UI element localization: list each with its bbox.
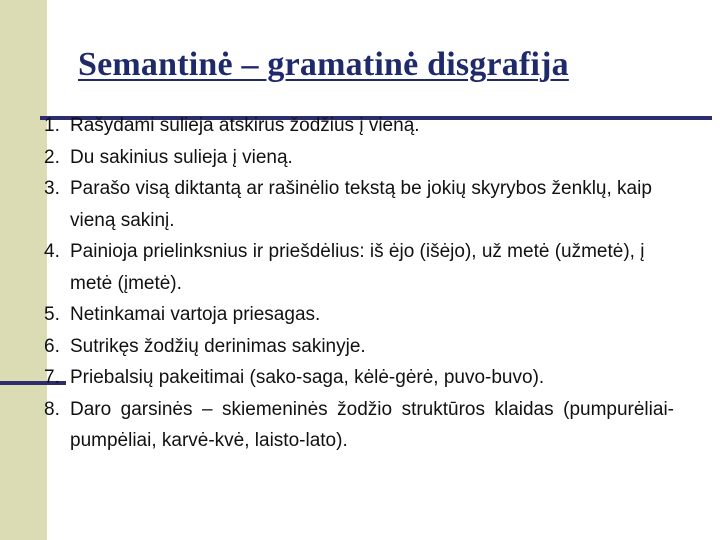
- item-number: 4.: [44, 241, 60, 262]
- item-text: Sutrikęs žodžių derinimas sakinyje.: [70, 335, 366, 357]
- item-number: 3.: [44, 178, 60, 199]
- side-bar-decoration: [0, 0, 47, 540]
- item-number: 8.: [44, 398, 60, 420]
- item-text: Daro garsinės – skiemeninės žodžio struktūros klaidas (pumpurėliai-pumpėliai, karvė-kvė, laisto-lato).: [70, 398, 674, 451]
- list-item: [44, 394, 674, 457]
- item-text: Rašydami sulieja atskirus žodžius į vieną.: [70, 115, 420, 136]
- list-item: [44, 236, 674, 299]
- item-number: 2.: [44, 146, 60, 168]
- item-text: Parašo visą diktantą ar rašinėlio tekstą be jokių skyrybos ženklų, kaip vieną sakinį.: [70, 178, 652, 231]
- item-number: 6.: [44, 335, 60, 357]
- list-item: [44, 331, 674, 363]
- list-item: [44, 110, 674, 142]
- item-number: 1.: [44, 115, 60, 136]
- item-number: 5.: [44, 304, 60, 325]
- slide-title: Semantinė – gramatinė disgrafija: [78, 46, 569, 83]
- list-item: [44, 142, 674, 174]
- item-text: Du sakinius sulieja į vieną.: [70, 146, 293, 168]
- list-item: [44, 173, 674, 236]
- item-number: 7.: [44, 367, 60, 388]
- item-text: Painioja prielinksnius ir priešdėlius: iš ėjo (išėjo), už metė (užmetė), į metė (įmetė).: [70, 241, 645, 294]
- list-item: [44, 299, 674, 331]
- list-item: [44, 362, 674, 394]
- item-text: Netinkamai vartoja priesagas.: [70, 304, 321, 325]
- disgraphia-list: [44, 110, 674, 457]
- item-text: Priebalsių pakeitimai (sako-saga, kėlė-gėrė, puvo-buvo).: [70, 367, 545, 388]
